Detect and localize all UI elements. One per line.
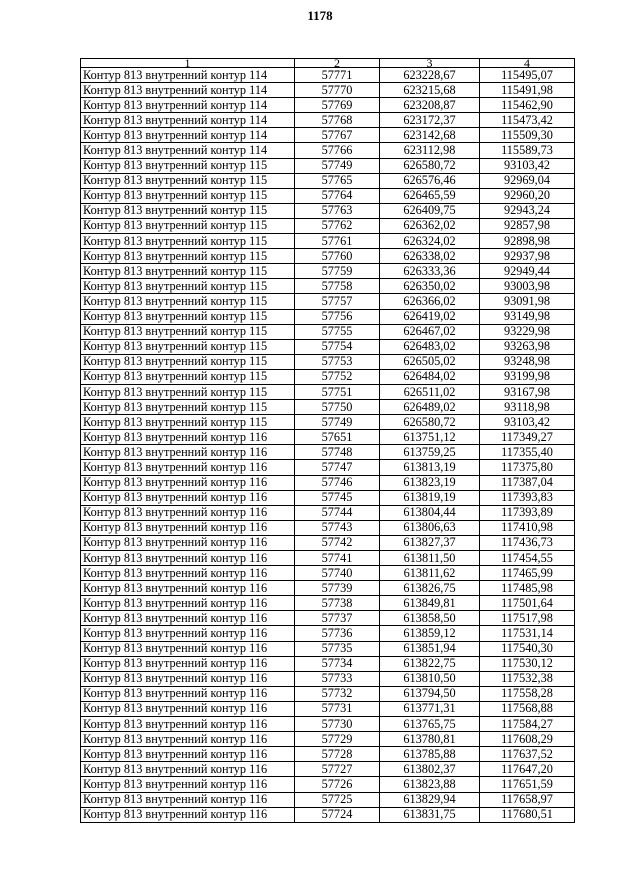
table-row [81, 641, 575, 656]
x-coordinate-cell: 613810,50 [380, 671, 480, 686]
y-coordinate-cell: 115473,42 [480, 113, 575, 128]
y-coordinate-cell: 115589,73 [480, 143, 575, 158]
contour-name-cell: Контур 813 внутренний контур 115 [81, 309, 295, 324]
x-coordinate-cell: 626409,75 [380, 203, 480, 218]
table-row [81, 460, 575, 475]
y-coordinate-cell: 115491,98 [480, 83, 575, 98]
x-coordinate-cell: 613751,12 [380, 430, 480, 445]
x-coordinate-cell: 613759,25 [380, 445, 480, 460]
y-coordinate-cell: 117387,04 [480, 475, 575, 490]
y-coordinate-cell: 117530,12 [480, 656, 575, 671]
contour-name-cell: Контур 813 внутренний контур 115 [81, 415, 295, 430]
contour-name-cell: Контур 813 внутренний контур 114 [81, 143, 295, 158]
contour-name-cell: Контур 813 внутренний контур 116 [81, 596, 295, 611]
contour-name-cell: Контур 813 внутренний контур 116 [81, 535, 295, 550]
contour-name-cell: Контур 813 внутренний контур 115 [81, 294, 295, 309]
contour-name-cell: Контур 813 внутренний контур 116 [81, 717, 295, 732]
table-row [81, 701, 575, 716]
contour-name-cell: Контур 813 внутренний контур 115 [81, 279, 295, 294]
point-number-cell: 57754 [295, 339, 380, 354]
x-coordinate-cell: 613813,19 [380, 460, 480, 475]
x-coordinate-cell: 613771,31 [380, 701, 480, 716]
contour-name-cell: Контур 813 внутренний контур 116 [81, 701, 295, 716]
contour-name-cell: Контур 813 внутренний контур 116 [81, 430, 295, 445]
point-number-cell: 57743 [295, 520, 380, 535]
table-row [81, 143, 575, 158]
y-coordinate-cell: 117454,55 [480, 551, 575, 566]
contour-name-cell: Контур 813 внутренний контур 115 [81, 354, 295, 369]
y-coordinate-cell: 117349,27 [480, 430, 575, 445]
y-coordinate-cell: 93091,98 [480, 294, 575, 309]
contour-name-cell: Контур 813 внутренний контур 114 [81, 83, 295, 98]
x-coordinate-cell: 626338,02 [380, 249, 480, 264]
table-row [81, 249, 575, 264]
y-coordinate-cell: 93248,98 [480, 354, 575, 369]
contour-name-cell: Контур 813 внутренний контур 116 [81, 520, 295, 535]
point-number-cell: 57750 [295, 400, 380, 415]
point-number-cell: 57753 [295, 354, 380, 369]
table-row [81, 339, 575, 354]
contour-name-cell: Контур 813 внутренний контур 116 [81, 611, 295, 626]
table-row [81, 732, 575, 747]
contour-name-cell: Контур 813 внутренний контур 116 [81, 641, 295, 656]
point-number-cell: 57760 [295, 249, 380, 264]
contour-name-cell: Контур 813 внутренний контур 116 [81, 671, 295, 686]
x-coordinate-cell: 613765,75 [380, 717, 480, 732]
y-coordinate-cell: 93199,98 [480, 369, 575, 384]
table-row [81, 671, 575, 686]
point-number-cell: 57761 [295, 234, 380, 249]
y-coordinate-cell: 117531,14 [480, 626, 575, 641]
y-coordinate-cell: 115495,07 [480, 68, 575, 83]
y-coordinate-cell: 93003,98 [480, 279, 575, 294]
y-coordinate-cell: 117568,88 [480, 701, 575, 716]
x-coordinate-cell: 626483,02 [380, 339, 480, 354]
table-row [81, 234, 575, 249]
contour-name-cell: Контур 813 внутренний контур 115 [81, 173, 295, 188]
x-coordinate-cell: 623208,87 [380, 98, 480, 113]
y-coordinate-cell: 92960,20 [480, 188, 575, 203]
point-number-cell: 57724 [295, 807, 380, 822]
point-number-cell: 57727 [295, 762, 380, 777]
contour-name-cell: Контур 813 внутренний контур 114 [81, 98, 295, 113]
point-number-cell: 57757 [295, 294, 380, 309]
contour-name-cell: Контур 813 внутренний контур 114 [81, 68, 295, 83]
table-row [81, 475, 575, 490]
y-coordinate-cell: 92937,98 [480, 249, 575, 264]
point-number-cell: 57768 [295, 113, 380, 128]
x-coordinate-cell: 626333,36 [380, 264, 480, 279]
x-coordinate-cell: 623112,98 [380, 143, 480, 158]
contour-name-cell: Контур 813 внутренний контур 115 [81, 203, 295, 218]
y-coordinate-cell: 117375,80 [480, 460, 575, 475]
x-coordinate-cell: 623228,67 [380, 68, 480, 83]
y-coordinate-cell: 117393,83 [480, 490, 575, 505]
table-row [81, 581, 575, 596]
x-coordinate-cell: 613822,75 [380, 656, 480, 671]
x-coordinate-cell: 626576,46 [380, 173, 480, 188]
x-coordinate-cell: 613858,50 [380, 611, 480, 626]
y-coordinate-cell: 92969,04 [480, 173, 575, 188]
contour-name-cell: Контур 813 внутренний контур 116 [81, 626, 295, 641]
table-row [81, 762, 575, 777]
point-number-cell: 57746 [295, 475, 380, 490]
contour-name-cell: Контур 813 внутренний контур 116 [81, 445, 295, 460]
point-number-cell: 57745 [295, 490, 380, 505]
point-number-cell: 57738 [295, 596, 380, 611]
x-coordinate-cell: 626350,02 [380, 279, 480, 294]
y-coordinate-cell: 93118,98 [480, 400, 575, 415]
x-coordinate-cell: 613823,88 [380, 777, 480, 792]
table-row [81, 354, 575, 369]
point-number-cell: 57728 [295, 747, 380, 762]
contour-name-cell: Контур 813 внутренний контур 115 [81, 249, 295, 264]
point-number-cell: 57755 [295, 324, 380, 339]
contour-name-cell: Контур 813 внутренний контур 116 [81, 475, 295, 490]
table-row [81, 158, 575, 173]
contour-name-cell: Контур 813 внутренний контур 115 [81, 158, 295, 173]
table-row [81, 324, 575, 339]
contour-name-cell: Контур 813 внутренний контур 116 [81, 460, 295, 475]
x-coordinate-cell: 626362,02 [380, 218, 480, 233]
y-coordinate-cell: 93263,98 [480, 339, 575, 354]
y-coordinate-cell: 93103,42 [480, 158, 575, 173]
table-row [81, 566, 575, 581]
contour-name-cell: Контур 813 внутренний контур 115 [81, 384, 295, 399]
contour-name-cell: Контур 813 внутренний контур 116 [81, 792, 295, 807]
y-coordinate-cell: 115509,30 [480, 128, 575, 143]
contour-name-cell: Контур 813 внутренний контур 116 [81, 807, 295, 822]
table-row [81, 686, 575, 701]
point-number-cell: 57739 [295, 581, 380, 596]
table-row [81, 203, 575, 218]
point-number-cell: 57729 [295, 732, 380, 747]
table-header-row [81, 59, 575, 68]
point-number-cell: 57733 [295, 671, 380, 686]
table-row [81, 415, 575, 430]
x-coordinate-cell: 626505,02 [380, 354, 480, 369]
table-row [81, 551, 575, 566]
table-row [81, 611, 575, 626]
x-coordinate-cell: 626580,72 [380, 415, 480, 430]
table-row [81, 490, 575, 505]
point-number-cell: 57742 [295, 535, 380, 550]
y-coordinate-cell: 93229,98 [480, 324, 575, 339]
table-row [81, 535, 575, 550]
x-coordinate-cell: 623172,37 [380, 113, 480, 128]
y-coordinate-cell: 117637,52 [480, 747, 575, 762]
point-number-cell: 57770 [295, 83, 380, 98]
column-header-2: 2 [295, 59, 380, 68]
x-coordinate-cell: 613794,50 [380, 686, 480, 701]
table-row [81, 777, 575, 792]
table-row [81, 445, 575, 460]
column-header-1: 1 [81, 59, 295, 68]
y-coordinate-cell: 92943,24 [480, 203, 575, 218]
point-number-cell: 57749 [295, 158, 380, 173]
x-coordinate-cell: 613819,19 [380, 490, 480, 505]
point-number-cell: 57758 [295, 279, 380, 294]
table-row [81, 294, 575, 309]
column-header-4: 4 [480, 59, 575, 68]
y-coordinate-cell: 92898,98 [480, 234, 575, 249]
contour-name-cell: Контур 813 внутренний контур 114 [81, 128, 295, 143]
y-coordinate-cell: 117410,98 [480, 520, 575, 535]
point-number-cell: 57740 [295, 566, 380, 581]
point-number-cell: 57735 [295, 641, 380, 656]
table-row [81, 807, 575, 822]
x-coordinate-cell: 613811,50 [380, 551, 480, 566]
point-number-cell: 57730 [295, 717, 380, 732]
x-coordinate-cell: 626489,02 [380, 400, 480, 415]
x-coordinate-cell: 626511,02 [380, 384, 480, 399]
point-number-cell: 57766 [295, 143, 380, 158]
x-coordinate-cell: 626467,02 [380, 324, 480, 339]
point-number-cell: 57765 [295, 173, 380, 188]
y-coordinate-cell: 117465,99 [480, 566, 575, 581]
point-number-cell: 57764 [295, 188, 380, 203]
contour-name-cell: Контур 813 внутренний контур 116 [81, 686, 295, 701]
table-row [81, 384, 575, 399]
x-coordinate-cell: 626324,02 [380, 234, 480, 249]
y-coordinate-cell: 117680,51 [480, 807, 575, 822]
contour-name-cell: Контур 813 внутренний контур 116 [81, 762, 295, 777]
contour-name-cell: Контур 813 внутренний контур 116 [81, 490, 295, 505]
contour-name-cell: Контур 813 внутренний контур 116 [81, 551, 295, 566]
contour-name-cell: Контур 813 внутренний контур 116 [81, 656, 295, 671]
contour-name-cell: Контур 813 внутренний контур 115 [81, 369, 295, 384]
table-row [81, 400, 575, 415]
table-row [81, 279, 575, 294]
page-number: 1178 [307, 8, 333, 23]
table-body [81, 68, 575, 823]
point-number-cell: 57737 [295, 611, 380, 626]
y-coordinate-cell: 117532,38 [480, 671, 575, 686]
x-coordinate-cell: 626419,02 [380, 309, 480, 324]
table-row [81, 596, 575, 611]
y-coordinate-cell: 93103,42 [480, 415, 575, 430]
x-coordinate-cell: 626366,02 [380, 294, 480, 309]
x-coordinate-cell: 613780,81 [380, 732, 480, 747]
x-coordinate-cell: 613826,75 [380, 581, 480, 596]
contour-name-cell: Контур 813 внутренний контур 116 [81, 566, 295, 581]
point-number-cell: 57741 [295, 551, 380, 566]
y-coordinate-cell: 93149,98 [480, 309, 575, 324]
point-number-cell: 57747 [295, 460, 380, 475]
table-row [81, 792, 575, 807]
x-coordinate-cell: 613829,94 [380, 792, 480, 807]
point-number-cell: 57769 [295, 98, 380, 113]
table-row [81, 83, 575, 98]
x-coordinate-cell: 613785,88 [380, 747, 480, 762]
table-row [81, 369, 575, 384]
contour-name-cell: Контур 813 внутренний контур 115 [81, 234, 295, 249]
y-coordinate-cell: 117436,73 [480, 535, 575, 550]
x-coordinate-cell: 626465,59 [380, 188, 480, 203]
table-row [81, 98, 575, 113]
x-coordinate-cell: 613804,44 [380, 505, 480, 520]
point-number-cell: 57731 [295, 701, 380, 716]
coordinates-table [80, 58, 575, 823]
y-coordinate-cell: 93167,98 [480, 384, 575, 399]
y-coordinate-cell: 115462,90 [480, 98, 575, 113]
x-coordinate-cell: 613823,19 [380, 475, 480, 490]
point-number-cell: 57725 [295, 792, 380, 807]
point-number-cell: 57744 [295, 505, 380, 520]
x-coordinate-cell: 613802,37 [380, 762, 480, 777]
contour-name-cell: Контур 813 внутренний контур 115 [81, 264, 295, 279]
y-coordinate-cell: 117501,64 [480, 596, 575, 611]
table-row [81, 505, 575, 520]
contour-name-cell: Контур 813 внутренний контур 115 [81, 339, 295, 354]
y-coordinate-cell: 117485,98 [480, 581, 575, 596]
y-coordinate-cell: 117584,27 [480, 717, 575, 732]
column-header-3: 3 [380, 59, 480, 68]
point-number-cell: 57726 [295, 777, 380, 792]
table-row [81, 68, 575, 83]
table-row [81, 717, 575, 732]
y-coordinate-cell: 117608,29 [480, 732, 575, 747]
point-number-cell: 57751 [295, 384, 380, 399]
table-row [81, 128, 575, 143]
y-coordinate-cell: 92949,44 [480, 264, 575, 279]
x-coordinate-cell: 613859,12 [380, 626, 480, 641]
point-number-cell: 57752 [295, 369, 380, 384]
x-coordinate-cell: 626484,02 [380, 369, 480, 384]
y-coordinate-cell: 117517,98 [480, 611, 575, 626]
point-number-cell: 57736 [295, 626, 380, 641]
contour-name-cell: Контур 813 внутренний контур 115 [81, 218, 295, 233]
point-number-cell: 57771 [295, 68, 380, 83]
x-coordinate-cell: 623215,68 [380, 83, 480, 98]
y-coordinate-cell: 92857,98 [480, 218, 575, 233]
y-coordinate-cell: 117658,97 [480, 792, 575, 807]
contour-name-cell: Контур 813 внутренний контур 116 [81, 777, 295, 792]
table-row [81, 218, 575, 233]
y-coordinate-cell: 117540,30 [480, 641, 575, 656]
x-coordinate-cell: 626580,72 [380, 158, 480, 173]
y-coordinate-cell: 117558,28 [480, 686, 575, 701]
table-row [81, 747, 575, 762]
table-row [81, 656, 575, 671]
contour-name-cell: Контур 813 внутренний контур 116 [81, 732, 295, 747]
y-coordinate-cell: 117651,59 [480, 777, 575, 792]
x-coordinate-cell: 613811,62 [380, 566, 480, 581]
y-coordinate-cell: 117647,20 [480, 762, 575, 777]
x-coordinate-cell: 613851,94 [380, 641, 480, 656]
point-number-cell: 57767 [295, 128, 380, 143]
table-row [81, 264, 575, 279]
x-coordinate-cell: 613827,37 [380, 535, 480, 550]
point-number-cell: 57734 [295, 656, 380, 671]
point-number-cell: 57763 [295, 203, 380, 218]
contour-name-cell: Контур 813 внутренний контур 115 [81, 324, 295, 339]
contour-name-cell: Контур 813 внутренний контур 115 [81, 188, 295, 203]
contour-name-cell: Контур 813 внутренний контур 115 [81, 400, 295, 415]
point-number-cell: 57732 [295, 686, 380, 701]
table-row [81, 188, 575, 203]
x-coordinate-cell: 613831,75 [380, 807, 480, 822]
contour-name-cell: Контур 813 внутренний контур 116 [81, 505, 295, 520]
point-number-cell: 57762 [295, 218, 380, 233]
contour-name-cell: Контур 813 внутренний контур 114 [81, 113, 295, 128]
point-number-cell: 57748 [295, 445, 380, 460]
table-row [81, 626, 575, 641]
contour-name-cell: Контур 813 внутренний контур 116 [81, 747, 295, 762]
table-row [81, 309, 575, 324]
contour-name-cell: Контур 813 внутренний контур 116 [81, 581, 295, 596]
table-row [81, 430, 575, 445]
x-coordinate-cell: 613806,63 [380, 520, 480, 535]
x-coordinate-cell: 623142,68 [380, 128, 480, 143]
table-row [81, 113, 575, 128]
x-coordinate-cell: 613849,81 [380, 596, 480, 611]
y-coordinate-cell: 117393,89 [480, 505, 575, 520]
point-number-cell: 57756 [295, 309, 380, 324]
point-number-cell: 57651 [295, 430, 380, 445]
y-coordinate-cell: 117355,40 [480, 445, 575, 460]
point-number-cell: 57759 [295, 264, 380, 279]
point-number-cell: 57749 [295, 415, 380, 430]
table-row [81, 173, 575, 188]
table-row [81, 520, 575, 535]
